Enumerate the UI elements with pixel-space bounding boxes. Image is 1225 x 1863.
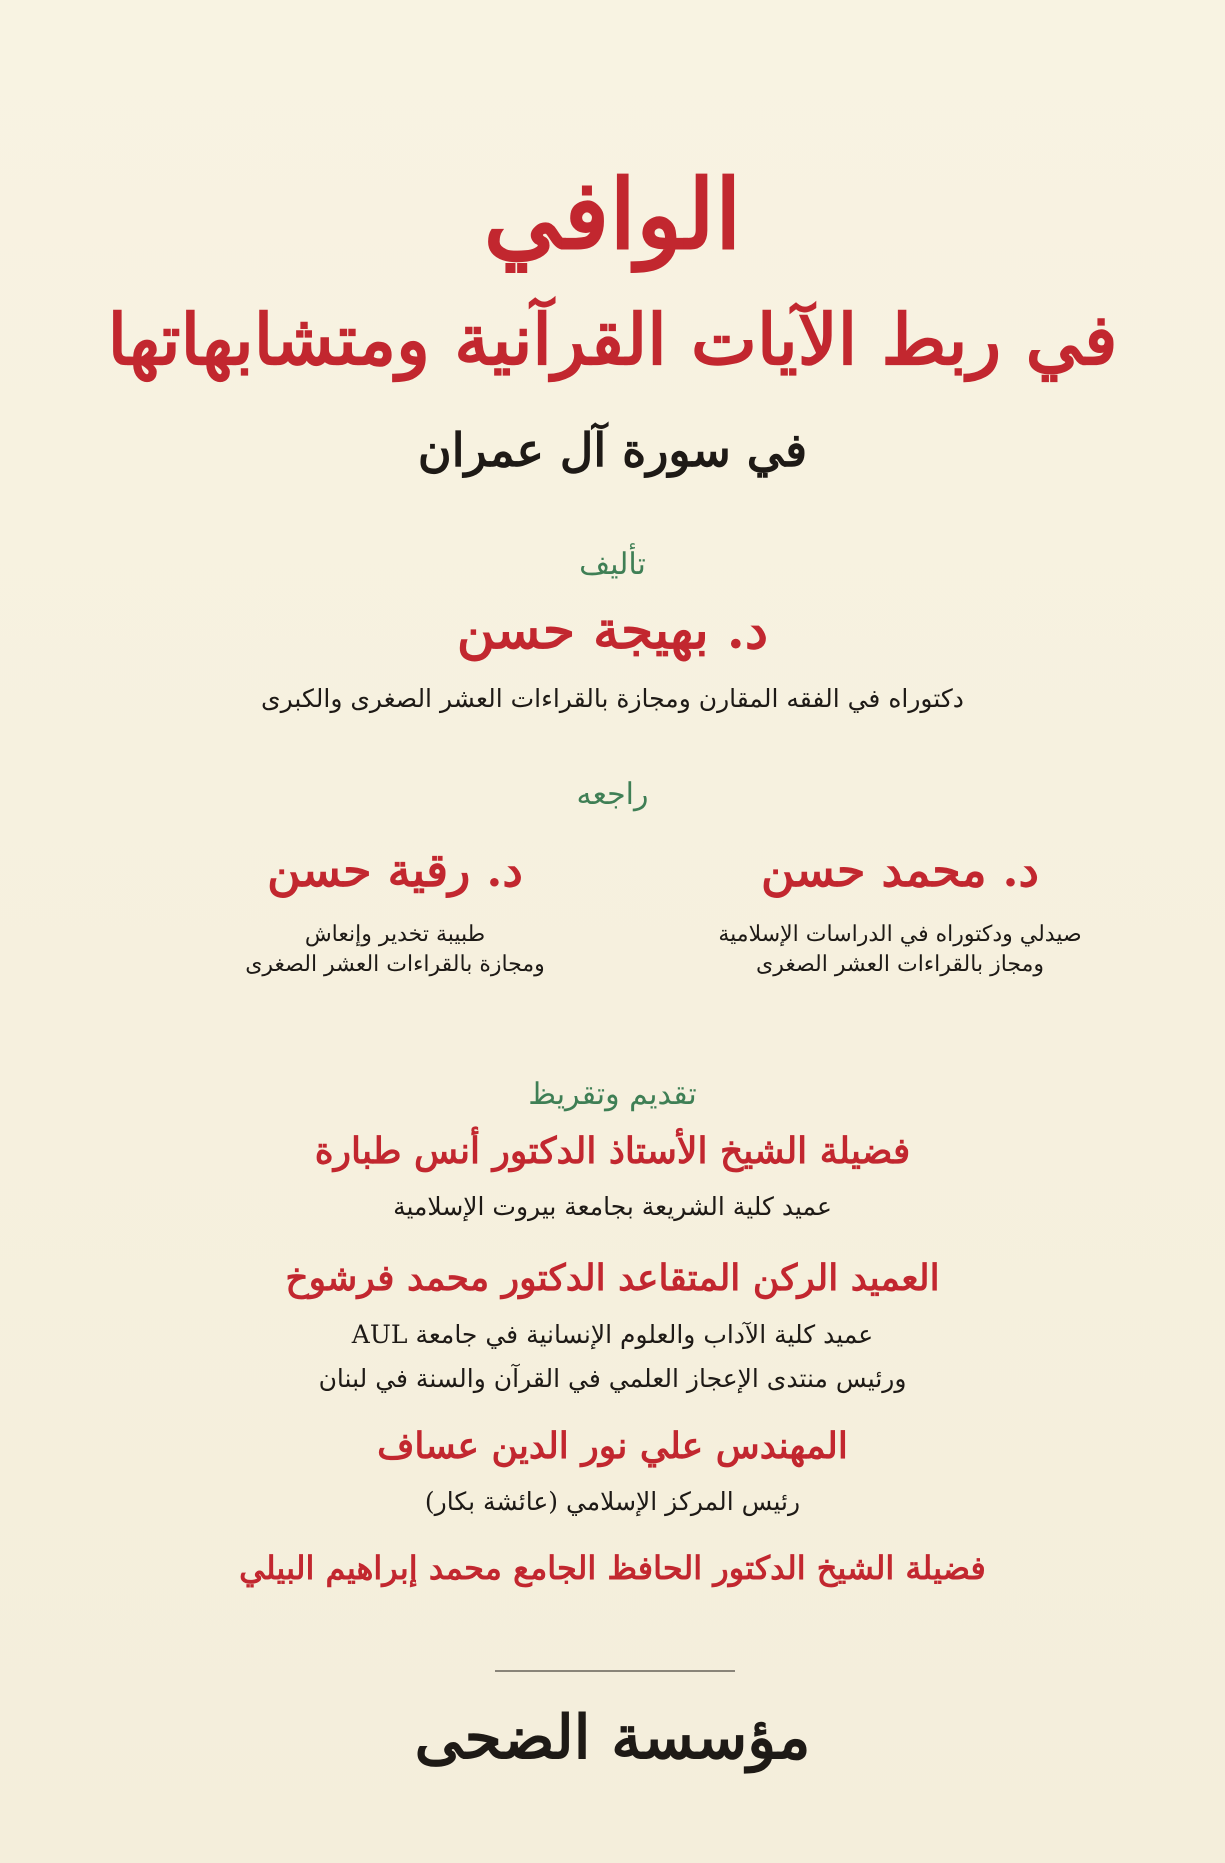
- reviewer-1-name: د. محمد حسن: [760, 843, 1040, 897]
- book-surah-line: في سورة آل عمران: [417, 423, 808, 477]
- reviewers-block: [0, 840, 1225, 1020]
- reviewer-1-desc-2: ومجاز بالقراءات العشر الصغرى: [755, 952, 1045, 977]
- reviewer-2-name: د. رقية حسن: [267, 843, 523, 897]
- author-label: تأليف: [579, 547, 646, 582]
- reviewer-2-desc-2: ومجازة بالقراءات العشر الصغرى: [245, 952, 545, 977]
- book-title: الوافي: [483, 158, 742, 271]
- prefacer-2-name: العميد الركن المتقاعد الدكتور محمد فرشوخ: [285, 1257, 940, 1299]
- book-subtitle: في ربط الآيات القرآنية ومتشابهاتها: [107, 298, 1118, 381]
- prefacer-1-desc: عميد كلية الشريعة بجامعة بيروت الإسلامية: [393, 1192, 832, 1221]
- reviewer-1: [685, 840, 1115, 980]
- reviewer-2: [180, 840, 610, 980]
- reviewer-2-desc-1: طبيبة تخدير وإنعاش: [304, 922, 486, 947]
- prefacer-1-name: فضيلة الشيخ الأستاذ الدكتور أنس طبارة: [314, 1130, 911, 1172]
- reviewed-by-label: راجعه: [576, 777, 649, 812]
- author-name: د. بهيجة حسن: [456, 600, 769, 661]
- reviewer-1-desc-1: صيدلي ودكتوراه في الدراسات الإسلامية: [718, 922, 1082, 947]
- prefacer-4-name: فضيلة الشيخ الدكتور الحافظ الجامع محمد إبراهيم البيلي: [239, 1549, 986, 1587]
- prefacer-3-name: المهندس علي نور الدين عساف: [377, 1425, 848, 1467]
- author-description: دكتوراه في الفقه المقارن ومجازة بالقراءات العشر الصغرى والكبرى: [261, 684, 964, 713]
- prefacer-2-desc-2: ورئيس منتدى الإعجاز العلمي في القرآن والسنة في لبنان: [318, 1364, 907, 1393]
- publisher-ornament-icon: [495, 1668, 735, 1674]
- preface-label: تقديم وتقريظ: [528, 1077, 697, 1112]
- prefacer-3-desc: رئيس المركز الإسلامي (عائشة بكار): [424, 1487, 801, 1516]
- publisher-name: مؤسسة الضحى: [414, 1703, 811, 1773]
- prefacer-2-desc-1: عميد كلية الآداب والعلوم الإنسانية في جامعة AUL: [351, 1320, 874, 1349]
